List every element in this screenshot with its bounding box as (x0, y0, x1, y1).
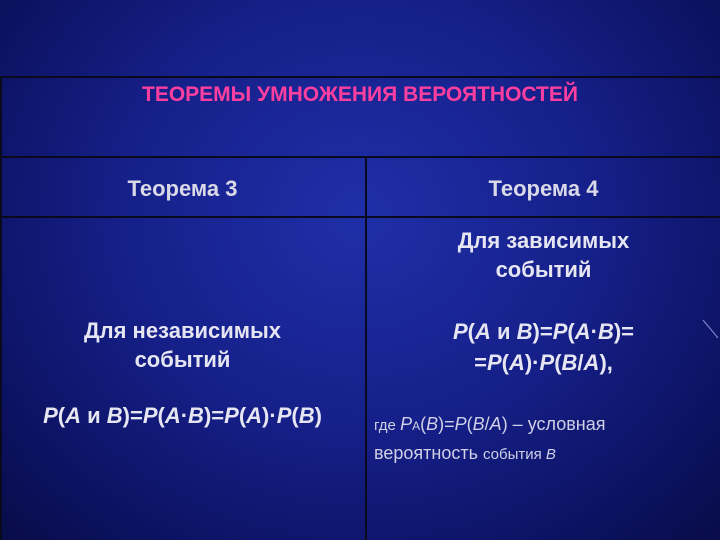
f2-lp1: ( (467, 319, 475, 344)
conditional-probability-note (374, 411, 714, 468)
independent-label-line2: событий (134, 347, 231, 372)
f2-dot1: · (590, 319, 598, 344)
f3-slash: / (577, 350, 584, 375)
note-b2: B (472, 414, 485, 434)
f3-rp1: )· (524, 350, 540, 375)
independent-formula (0, 403, 365, 429)
note-slash: / (484, 414, 490, 434)
f2-and: и (490, 319, 517, 344)
title-row-border (0, 156, 720, 158)
f1-dot1: · (180, 403, 189, 428)
f1-eq1: )= (122, 403, 143, 428)
header-row-border (0, 216, 720, 218)
f1-lp2: ( (157, 403, 165, 428)
f3-p2: P (539, 350, 555, 375)
f3-end: ), (599, 350, 613, 375)
note-line1 (374, 411, 714, 440)
f2-eq1: )= (532, 319, 553, 344)
note-p: P (400, 414, 413, 434)
f2-b1: B (516, 319, 533, 344)
f1-rp3: )· (262, 403, 277, 428)
dependent-label-line1: Для зависимых (457, 228, 630, 253)
f1-b3: B (298, 403, 315, 428)
f2-lp2: ( (567, 319, 575, 344)
dependent-label-line2: событий (495, 257, 592, 282)
note-lp: ( (420, 414, 427, 434)
f3-lp2: ( (554, 350, 562, 375)
dependent-events-label (367, 226, 720, 284)
dependent-formula-line1 (367, 316, 720, 347)
f1-a3: A (246, 403, 263, 428)
f3-a2: A (583, 350, 600, 375)
f1-eq2: )= (203, 403, 225, 428)
f3-p1: P (486, 350, 502, 375)
f1-p2: P (142, 403, 158, 428)
note-small: события (482, 446, 546, 463)
decorative-line (700, 318, 720, 340)
f3-a1: A (508, 350, 525, 375)
theorem4-header: Теорема 4 (488, 176, 599, 201)
f3-lp1: ( (501, 350, 509, 375)
independent-label-line1: Для независимых (83, 318, 282, 343)
note-lp2: ( (466, 414, 473, 434)
f1-lp4: ( (291, 403, 299, 428)
f1-p4: P (276, 403, 292, 428)
f2-p1: P (452, 319, 468, 344)
f1-a2: A (164, 403, 181, 428)
note-b3: B (545, 446, 556, 463)
note-where: где (374, 417, 401, 434)
note-eq: )= (438, 414, 455, 434)
f3-b1: B (561, 350, 578, 375)
f1-b2: B (188, 403, 204, 428)
f1-p3: P (224, 403, 239, 428)
f1-lp1: ( (57, 403, 66, 428)
f2-a2: A (574, 319, 591, 344)
table-left-border (0, 76, 2, 540)
slide-title: ТЕОРЕМЫ УМНОЖЕНИЯ ВЕРОЯТНОСТЕЙ (142, 83, 578, 106)
f1-p1: P (43, 403, 58, 428)
note-a: A (489, 414, 502, 434)
note-b: B (426, 414, 439, 434)
table-top-border (0, 76, 720, 78)
note-word: вероятность (374, 443, 483, 463)
independent-events-label (0, 316, 365, 374)
f3-eq0: = (474, 350, 487, 375)
f1-rp4: ) (314, 403, 322, 428)
note-p2: P (454, 414, 467, 434)
f2-p2: P (552, 319, 568, 344)
note-line2 (374, 440, 714, 468)
dependent-formula (367, 316, 720, 378)
f1-and: и (80, 403, 107, 428)
f2-a1: A (474, 319, 491, 344)
note-sub: A (412, 419, 421, 433)
theorem3-header: Теорема 3 (127, 176, 238, 201)
f1-lp3: ( (238, 403, 247, 428)
f2-eq2: )= (613, 319, 635, 344)
dependent-formula-line2 (367, 347, 720, 378)
note-rest: ) – условная (501, 414, 606, 434)
f1-b1: B (106, 403, 123, 428)
f2-b2: B (597, 319, 614, 344)
f1-a1: A (65, 403, 81, 428)
